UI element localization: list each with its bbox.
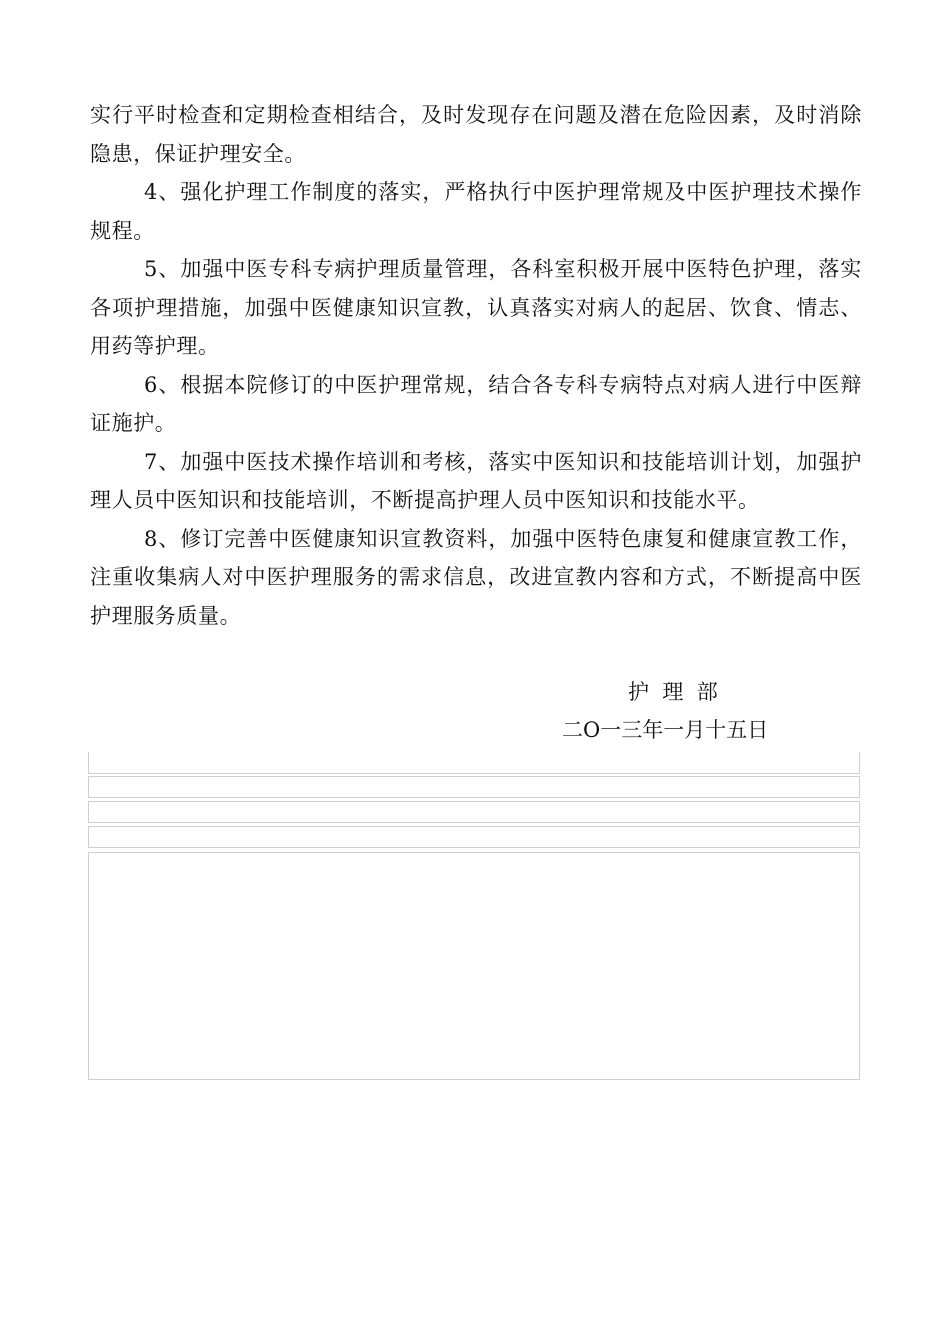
paragraph-item-4: 4、强化护理工作制度的落实，严格执行中医护理常规及中医护理技术操作规程。 bbox=[90, 180, 862, 243]
paragraph-continuation: 实行平时检查和定期检查相结合，及时发现存在问题及潜在危险因素，及时消除隐患，保证护理安全。 bbox=[90, 103, 862, 166]
paragraph-item-6: 6、根据本院修订的中医护理常规，结合各专科专病特点对病人进行中医辩证施护。 bbox=[90, 372, 862, 435]
paragraph-item-7: 7、加强中医技术操作培训和考核，落实中医知识和技能培训计划，加强护理人员中医知识和技能培训，不断提高护理人员中医知识和技能水平。 bbox=[90, 449, 862, 512]
signature-department: 护 理 部 bbox=[628, 680, 718, 704]
empty-form-area bbox=[88, 852, 860, 1080]
document-body bbox=[90, 96, 862, 635]
paragraph-item-5: 5、加强中医专科专病护理质量管理，各科室积极开展中医特色护理，落实各项护理措施，加强中医健康知识宣教，认真落实对病人的起居、饮食、情志、用药等护理。 bbox=[90, 257, 862, 358]
empty-form-row-4 bbox=[88, 826, 860, 848]
empty-form-row-1 bbox=[88, 752, 860, 774]
signature-date: 二O一三年一月十五日 bbox=[562, 718, 769, 742]
empty-form-row-2 bbox=[88, 776, 860, 798]
paragraph-item-8: 8、修订完善中医健康知识宣教资料，加强中医特色康复和健康宣教工作，注重收集病人对中医护理服务的需求信息，改进宣教内容和方式，不断提高中医护理服务质量。 bbox=[90, 526, 862, 628]
empty-form-row-3 bbox=[88, 801, 860, 823]
